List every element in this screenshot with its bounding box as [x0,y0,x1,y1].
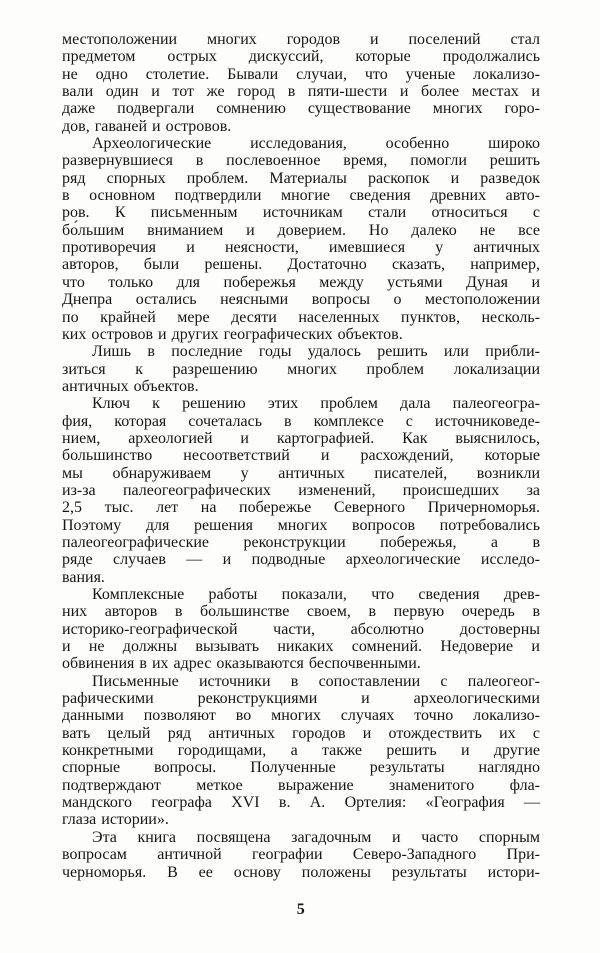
text-line: Комплексные работы показали, что сведения древ- [92,586,540,603]
text-line: ров. К письменным источникам стали относиться с [62,204,540,222]
text-line: Лишь в последние годы удалось решить или прибли- [92,343,540,361]
paragraph [62,31,540,135]
text-line: вать целый ряд античных городов и отождествить их с [62,724,540,742]
text-line: даже подвергали сомнению существование многих горо- [62,100,540,118]
text-line: них авторов в большинстве своем, в первую очередь в [62,603,540,621]
paragraph [62,395,540,586]
text-line: предметом острых дискуссий, которые продолжались [62,48,540,66]
text-line: рафическими реконструкциями и археологическими [62,690,540,708]
paragraph [62,673,540,829]
text-line: местоположении многих городов и поселений стал [62,31,540,48]
text-line: данными позволяют во многих случаях точно локализо- [62,707,540,725]
text-line: и не должны вызывать никаких сомнений. Недоверие и [62,638,540,656]
text-line: глаза истории». [62,811,169,829]
text-line: ряд спорных проблем. Материалы раскопок и разведок [62,169,540,187]
text-line: авторов, были решены. Достаточно сказать, например, [62,256,540,274]
text-line: историко-географической части, абсолютно достоверны [62,620,540,638]
text-line: античных объектов. [62,377,199,395]
text-line: не одно столетие. Бывали случаи, что ученые локализо- [62,65,540,83]
text-line: большинство несоответствий и расхождений, которые [62,447,540,465]
text-line: мы обнаруживаем у античных писателей, возникли [62,464,540,482]
text-line: противоречия и неясности, имевшиеся у античных [62,239,540,257]
paragraph [62,135,540,343]
page-number: 5 [296,900,306,918]
text-line: Письменные источники в сопоставлении с палеогеог- [92,672,540,690]
paragraph [62,829,540,881]
text-line: Днепра остались неясными вопросы о местоположении [62,291,540,309]
text-line: вали один и тот же город в пяти-шести и более местах и [62,83,540,101]
paragraph [62,586,540,673]
text-line: по крайней мере десяти населенных пунктов, несколь- [62,308,540,326]
text-line: обвинения в их адрес оказываются беспочвенными. [62,655,421,673]
text-line: черноморья. В ее основу положены результаты истори- [62,863,540,881]
text-line: бо́льшим вниманием и доверием. Но далеко не все [62,221,540,239]
text-block [62,31,540,881]
text-line: ких островов и других географических объектов. [62,325,403,343]
text-line: конкретными городищами, а также решить и другие [62,742,540,760]
text-line: зиться к разрешению многих проблем локализации [62,360,540,378]
text-line: фия, которая сочеталась в комплексе с источниковеде- [62,412,540,430]
text-line: дов, гаваней и островов. [62,117,232,135]
text-line: вания. [62,568,105,586]
text-line: Эта книга посвящена загадочным и часто спорным [92,828,540,846]
text-line: вопросам античной географии Северо-Западного При- [62,846,540,864]
text-line: мандского географа XVI в. А. Ортелия: «География — [62,794,540,812]
paragraph [62,343,540,395]
text-line: палеогеографические реконструкции побережья, а в [62,533,540,551]
text-line: подтверждают меткое выражение знаменитого фла- [62,776,540,794]
text-line: 2,5 тыс. лет на побережье Северного Причерноморья. [62,499,540,517]
text-line: нием, археологией и картографией. Как выяснилось, [62,429,540,447]
text-line: из-за палеогеографических изменений, происшедших за [62,481,540,499]
text-line: Археологические исследования, особенно широко [92,135,540,153]
text-line: спорные вопросы. Полученные результаты наглядно [62,759,540,777]
text-line: в основном подтвердили многие сведения древних авто- [62,187,540,205]
text-line: Поэтому для решения многих вопросов потребовались [62,516,540,534]
text-line: развернувшиеся в послевоенное время, помогли решить [62,152,540,170]
text-line: что только для побережья между устьями Дуная и [62,273,540,291]
text-line: ряде случаев — и подводные археологические исследо- [62,551,540,569]
text-line: Ключ к решению этих проблем дала палеогеогра- [92,395,540,413]
